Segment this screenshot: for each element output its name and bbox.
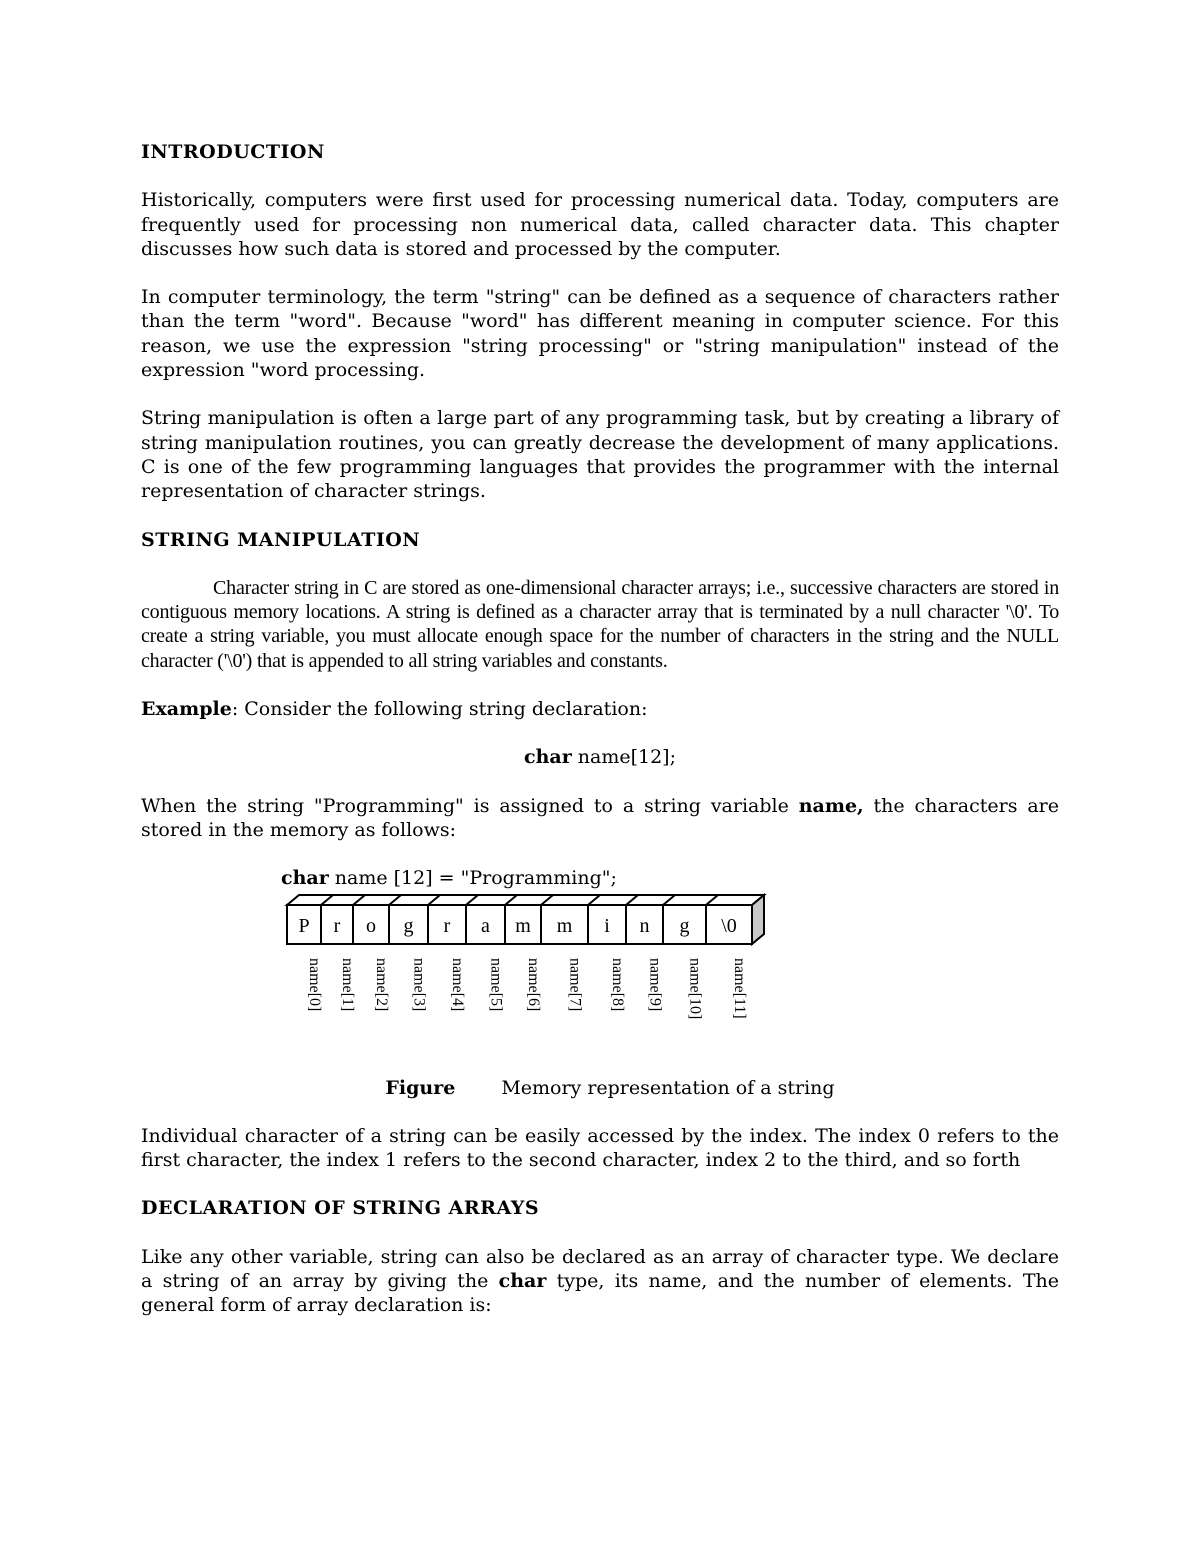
example-line [141, 697, 1059, 721]
declaration-line-1 [141, 745, 1059, 769]
declaration-2-rest: name [12] = "Programming"; [328, 867, 617, 890]
char-keyword-2: char [281, 867, 329, 890]
assignment-paragraph [141, 794, 1059, 843]
cell-char: r [333, 914, 341, 937]
cell-char: n [639, 914, 650, 937]
heading-string-manipulation: STRING MANIPULATION [141, 528, 421, 551]
name-keyword: name, [798, 794, 864, 817]
intro-paragraph-1: Historically, computers were first used for processing numerical data. Today, computers are frequently used for processing non numerical data, called character data. This chapter discusses how such data is stored and processed by the computer. [141, 189, 1059, 260]
figure-label: Figure [385, 1076, 456, 1099]
index-label: name[5] [487, 957, 505, 1011]
cell-char: i [604, 914, 610, 937]
assignment-text-before: When the string "Programming" is assigned to a string variable [141, 794, 799, 817]
index-label: name[10] [686, 957, 704, 1019]
cell-char: g [679, 914, 690, 937]
cell-char: a [481, 914, 490, 937]
index-label: name[7] [566, 957, 584, 1011]
cell-char: g [403, 914, 414, 937]
heading-introduction: INTRODUCTION [141, 141, 325, 163]
index-label: name[6] [525, 957, 542, 1011]
cell-char: m [556, 914, 573, 937]
intro-paragraph-3: String manipulation is often a large part of any programming task, but by creating a library of string manipulation routines, you can greatly decrease the development of many applications. C is one of the few programming languages that provides the programmer with the internal representation of character strings. [141, 407, 1059, 503]
declaration-paragraph [141, 1245, 1059, 1318]
string-manipulation-paragraph: Character string in C are stored as one-dimensional character arrays; i.e., successive characters are stored in contiguous memory locations. A string is defined as a character array that is terminated by a null character '\0'. To create a string variable, you must allocate enough space for the number of characters in the string and the NULL character ('\0') that is appended to all string variables and constants. [141, 576, 1059, 672]
heading-declaration-of-string-arrays: DECLARATION OF STRING ARRAYS [141, 1197, 540, 1220]
char-keyword-3: char [498, 1270, 547, 1293]
declaration-line-2 [141, 866, 1059, 890]
cell-char: m [515, 914, 531, 937]
box-right-face [752, 895, 764, 944]
declaration-text-before: Like any other variable, string can also be declared as an array of character type. We declare a string of an array by giving the [141, 1245, 1059, 1293]
memory-diagram [141, 891, 1059, 1076]
index-label: name[8] [609, 957, 626, 1011]
index-label: name[9] [646, 957, 664, 1011]
declaration-1-rest: name[12]; [571, 746, 676, 769]
index-label: name[11] [731, 957, 748, 1019]
cell-char: \0 [721, 914, 737, 937]
declaration-text-after: type, its name, and the number of elements. The general form of array declaration is: [141, 1270, 1060, 1317]
index-label: name[0] [306, 957, 323, 1011]
index-label: name[1] [339, 957, 356, 1011]
index-label: name[2] [373, 957, 390, 1011]
cell-char: P [298, 914, 310, 937]
cell-char: o [366, 914, 376, 937]
memory-diagram-svg [141, 891, 1059, 1076]
document-page [141, 140, 1059, 1318]
intro-paragraph-2: In computer terminology, the term "string" can be defined as a sequence of characters rather than the term "word". Because "word" has different meaning in computer science. For this reason, we use the expression "string processing" or "string manipulation" instead of the expression "word processing. [141, 286, 1059, 382]
figure-caption-text: Memory representation of a string [501, 1076, 835, 1099]
index-label: name[4] [449, 957, 466, 1011]
char-keyword: char [524, 746, 572, 769]
example-text: : Consider the following string declaration: [231, 698, 648, 721]
example-label: Example [141, 698, 232, 721]
figure-caption [141, 1076, 1059, 1100]
index-paragraph: Individual character of a string can be easily accessed by the index. The index 0 refers to the first character, the index 1 refers to the second character, index 2 to the third, and so forth [141, 1124, 1059, 1172]
assignment-text-after: the characters are stored in the memory as follows: [141, 794, 1059, 841]
index-label: name[3] [410, 957, 428, 1011]
cell-char: r [443, 914, 451, 937]
